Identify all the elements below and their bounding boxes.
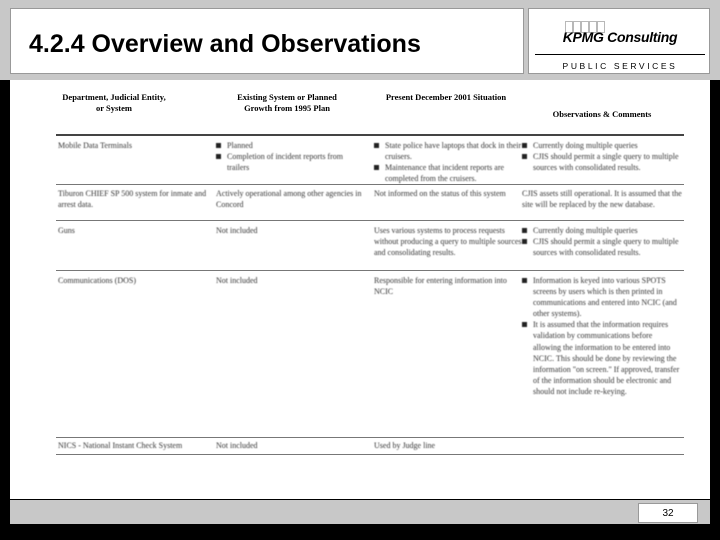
cell-plan bbox=[216, 140, 366, 173]
column-header-system: Department, Judicial Entity, or System bbox=[62, 92, 166, 113]
table-divider bbox=[56, 220, 684, 221]
division-name: PUBLIC SERVICES bbox=[562, 61, 678, 71]
table-divider bbox=[56, 134, 684, 136]
cell-observations bbox=[522, 225, 682, 258]
cell-present: Uses various systems to process requests without producing a query to multiple sources and consolidating results. bbox=[374, 226, 522, 258]
page-number-box bbox=[638, 503, 698, 523]
cell-present bbox=[374, 140, 522, 184]
list-item: State police have laptops that dock in their cruisers. bbox=[374, 140, 522, 162]
list-item: It is assumed that the information requires validation by communications before allowing the information to be entered into NCIC. This should be done by reviewing the information "on screen." If approved, transfer of the information should be electronic and should not include re-keying. bbox=[522, 319, 682, 397]
cell-present: Responsible for entering information into NCIC bbox=[374, 276, 507, 297]
table-divider bbox=[56, 184, 684, 185]
cell-system: Communications (DOS) bbox=[58, 276, 136, 285]
cell-system: Mobile Data Terminals bbox=[58, 141, 132, 150]
cell-system: Guns bbox=[58, 226, 75, 235]
cell-plan: Actively operational among other agencies in Concord bbox=[216, 189, 362, 210]
title-box bbox=[10, 8, 524, 74]
list-item: CJIS should permit a single query to multiple sources with consolidated results. bbox=[522, 151, 682, 173]
brand-name: KPMG Consulting bbox=[562, 29, 678, 45]
table-divider bbox=[56, 270, 684, 271]
list-item: Completion of incident reports from trailers bbox=[216, 151, 366, 173]
cell-observations: CJIS assets still operational. It is assumed that the site will be replaced by the new database. bbox=[522, 189, 682, 210]
column-header-plan: Existing System or Planned Growth from 1995 Plan bbox=[237, 92, 337, 113]
logo-divider bbox=[535, 54, 705, 55]
list-item: Information is keyed into various SPOTS screens by users which is then printed in communications and entered into NCIC (and other systems). bbox=[522, 275, 682, 319]
page-number: 32 bbox=[662, 508, 674, 519]
column-header-observations: Observations & Comments bbox=[552, 109, 652, 119]
table-divider bbox=[56, 454, 684, 455]
content-area bbox=[10, 80, 710, 499]
list-item: CJIS should permit a single query to multiple sources with consolidated results. bbox=[522, 236, 682, 258]
cell-system: Tiburon CHIEF SP 500 system for inmate and arrest data. bbox=[58, 189, 207, 210]
cell-observations bbox=[522, 140, 682, 173]
cell-plan: Not included bbox=[216, 226, 258, 235]
column-header-present: Present December 2001 Situation bbox=[385, 92, 507, 102]
cell-present: Not informed on the status of this system bbox=[374, 189, 506, 198]
table-divider bbox=[56, 437, 684, 438]
cell-plan: Not included bbox=[216, 276, 258, 285]
list-item: Currently doing multiple queries bbox=[522, 225, 682, 236]
slide-title: 4.2.4 Overview and Observations bbox=[29, 30, 421, 58]
cell-observations bbox=[522, 275, 682, 397]
footer-band bbox=[10, 500, 710, 524]
list-item: Currently doing multiple queries bbox=[522, 140, 682, 151]
list-item: Planned bbox=[216, 140, 366, 151]
list-item: Maintenance that incident reports are completed from the cruisers. bbox=[374, 162, 522, 184]
cell-plan: Not included bbox=[216, 441, 258, 450]
cell-system: NICS - National Instant Check System bbox=[58, 441, 183, 450]
cell-present: Used by Judge line bbox=[374, 441, 436, 450]
logo-box bbox=[528, 8, 710, 74]
